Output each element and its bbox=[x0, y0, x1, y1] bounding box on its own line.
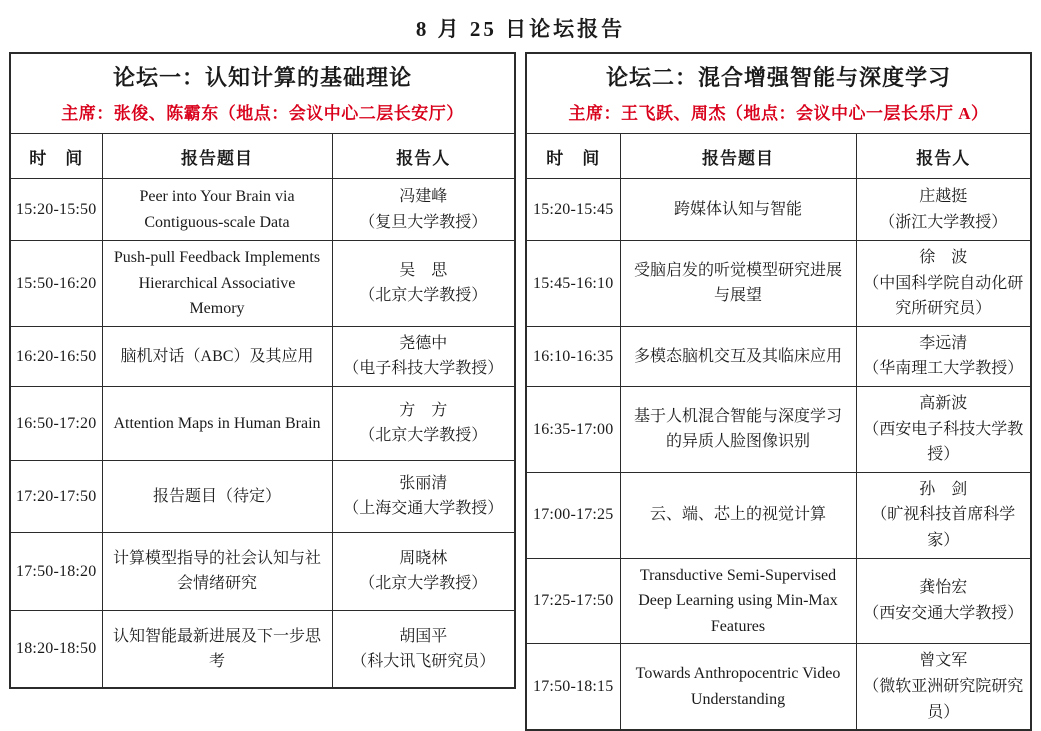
table-row bbox=[526, 472, 1031, 558]
col-header-topic: 报告题目 bbox=[102, 134, 332, 179]
time-cell: 15:45-16:10 bbox=[526, 241, 620, 327]
topic-cell: Transductive Semi-Supervised Deep Learning using Min-Max Features bbox=[620, 558, 856, 644]
forum-two-header bbox=[526, 53, 1031, 134]
speaker-affiliation: （西安电子科技大学教授） bbox=[863, 420, 1024, 464]
time-cell: 16:20-16:50 bbox=[10, 326, 102, 386]
speaker-cell bbox=[856, 179, 1031, 241]
topic-cell: Attention Maps in Human Brain bbox=[102, 386, 332, 460]
speaker-name: 庄越挺 bbox=[919, 187, 968, 205]
speaker-name: 孙 剑 bbox=[919, 480, 968, 498]
table-row bbox=[10, 386, 515, 460]
forum-two-column-header-row bbox=[526, 134, 1031, 179]
topic-cell: Towards Anthropocentric Video Understanding bbox=[620, 644, 856, 730]
table-row bbox=[10, 179, 515, 241]
speaker-name: 尧德中 bbox=[399, 334, 448, 352]
time-cell: 16:50-17:20 bbox=[10, 386, 102, 460]
speaker-affiliation: （上海交通大学教授） bbox=[343, 500, 504, 518]
forum-two-table bbox=[525, 52, 1032, 731]
topic-cell: 脑机对话（ABC）及其应用 bbox=[102, 326, 332, 386]
table-row bbox=[10, 241, 515, 327]
time-cell: 17:00-17:25 bbox=[526, 472, 620, 558]
col-header-speaker: 报告人 bbox=[332, 134, 515, 179]
time-cell: 15:20-15:45 bbox=[526, 179, 620, 241]
speaker-affiliation: （北京大学教授） bbox=[359, 427, 488, 445]
topic-cell: 多模态脑机交互及其临床应用 bbox=[620, 326, 856, 386]
speaker-cell bbox=[332, 460, 515, 532]
time-cell: 17:20-17:50 bbox=[10, 460, 102, 532]
forum-one-column-header-row bbox=[10, 134, 515, 179]
speaker-cell bbox=[856, 558, 1031, 644]
topic-cell: 报告题目（待定） bbox=[102, 460, 332, 532]
speaker-affiliation: （华南理工大学教授） bbox=[863, 360, 1024, 378]
time-cell: 16:35-17:00 bbox=[526, 386, 620, 472]
speaker-name: 周晓林 bbox=[399, 549, 448, 567]
table-row bbox=[10, 326, 515, 386]
speaker-name: 曾文军 bbox=[919, 652, 968, 670]
topic-cell: Peer into Your Brain via Contiguous-scale Data bbox=[102, 179, 332, 241]
time-cell: 17:25-17:50 bbox=[526, 558, 620, 644]
topic-cell: 认知智能最新进展及下一步思考 bbox=[102, 610, 332, 688]
speaker-cell bbox=[332, 241, 515, 327]
speaker-affiliation: （浙江大学教授） bbox=[879, 213, 1008, 231]
forum-tables-container bbox=[0, 52, 1041, 731]
forum-one-title: 论坛一：认知计算的基础理论 bbox=[112, 65, 412, 90]
table-row bbox=[10, 610, 515, 688]
speaker-cell bbox=[332, 610, 515, 688]
table-row bbox=[526, 558, 1031, 644]
page-title: 8 月 25 日论坛报告 bbox=[415, 17, 626, 41]
speaker-cell bbox=[856, 386, 1031, 472]
col-header-speaker: 报告人 bbox=[856, 134, 1031, 179]
speaker-cell bbox=[856, 241, 1031, 327]
table-row bbox=[526, 644, 1031, 730]
speaker-name: 方 方 bbox=[399, 401, 448, 419]
speaker-name: 徐 波 bbox=[919, 249, 968, 266]
speaker-affiliation: （微软亚洲研究院研究员） bbox=[863, 677, 1024, 721]
table-row bbox=[526, 179, 1031, 241]
time-cell: 17:50-18:15 bbox=[526, 644, 620, 730]
speaker-cell bbox=[856, 472, 1031, 558]
speaker-affiliation: （科大讯飞研究员） bbox=[351, 653, 496, 671]
col-header-time: 时 间 bbox=[526, 134, 620, 179]
speaker-affiliation: （西安交通大学教授） bbox=[863, 604, 1024, 622]
speaker-name: 张丽清 bbox=[399, 474, 448, 492]
forum-one-table bbox=[9, 52, 516, 689]
speaker-affiliation: （中国科学院自动化研究所研究员） bbox=[863, 274, 1024, 318]
speaker-name: 胡国平 bbox=[399, 627, 448, 645]
speaker-cell bbox=[856, 644, 1031, 730]
table-row bbox=[526, 326, 1031, 386]
table-row bbox=[526, 386, 1031, 472]
speaker-name: 李远清 bbox=[919, 334, 968, 352]
forum-one-header bbox=[10, 53, 515, 134]
speaker-name: 吴 思 bbox=[399, 261, 448, 279]
speaker-affiliation: （电子科技大学教授） bbox=[343, 360, 504, 378]
topic-cell: Push-pull Feedback Implements Hierarchical Associative Memory bbox=[102, 241, 332, 327]
speaker-cell bbox=[332, 179, 515, 241]
topic-cell: 云、端、芯上的视觉计算 bbox=[620, 472, 856, 558]
table-row bbox=[10, 460, 515, 532]
time-cell: 15:50-16:20 bbox=[10, 241, 102, 327]
speaker-affiliation: （北京大学教授） bbox=[359, 575, 488, 593]
topic-cell: 受脑启发的听觉模型研究进展与展望 bbox=[620, 241, 856, 327]
speaker-affiliation: （北京大学教授） bbox=[359, 287, 488, 305]
topic-cell: 基于人机混合智能与深度学习的异质人脸图像识别 bbox=[620, 386, 856, 472]
time-cell: 16:10-16:35 bbox=[526, 326, 620, 386]
speaker-name: 龚怡宏 bbox=[919, 579, 968, 597]
speaker-cell bbox=[332, 326, 515, 386]
col-header-topic: 报告题目 bbox=[620, 134, 856, 179]
speaker-affiliation: （旷视科技首席科学家） bbox=[871, 506, 1016, 549]
time-cell: 18:20-18:50 bbox=[10, 610, 102, 688]
table-row bbox=[10, 532, 515, 610]
col-header-time: 时 间 bbox=[10, 134, 102, 179]
forum-one-chair-line: 主席：张俊、陈霸东（地点：会议中心二层长安厅） bbox=[61, 104, 464, 123]
speaker-name: 冯建峰 bbox=[399, 187, 448, 205]
forum-two-title: 论坛二：混合增强智能与深度学习 bbox=[605, 65, 951, 90]
time-cell: 17:50-18:20 bbox=[10, 532, 102, 610]
topic-cell: 跨媒体认知与智能 bbox=[620, 179, 856, 241]
table-row bbox=[526, 241, 1031, 327]
speaker-name: 高新波 bbox=[919, 394, 968, 412]
speaker-cell bbox=[332, 386, 515, 460]
speaker-cell bbox=[856, 326, 1031, 386]
time-cell: 15:20-15:50 bbox=[10, 179, 102, 241]
forum-two-chair-line: 主席：王飞跃、周杰（地点：会议中心一层长乐厅 A） bbox=[568, 104, 989, 123]
speaker-cell bbox=[332, 532, 515, 610]
topic-cell: 计算模型指导的社会认知与社会情绪研究 bbox=[102, 532, 332, 610]
speaker-affiliation: （复旦大学教授） bbox=[359, 213, 488, 231]
